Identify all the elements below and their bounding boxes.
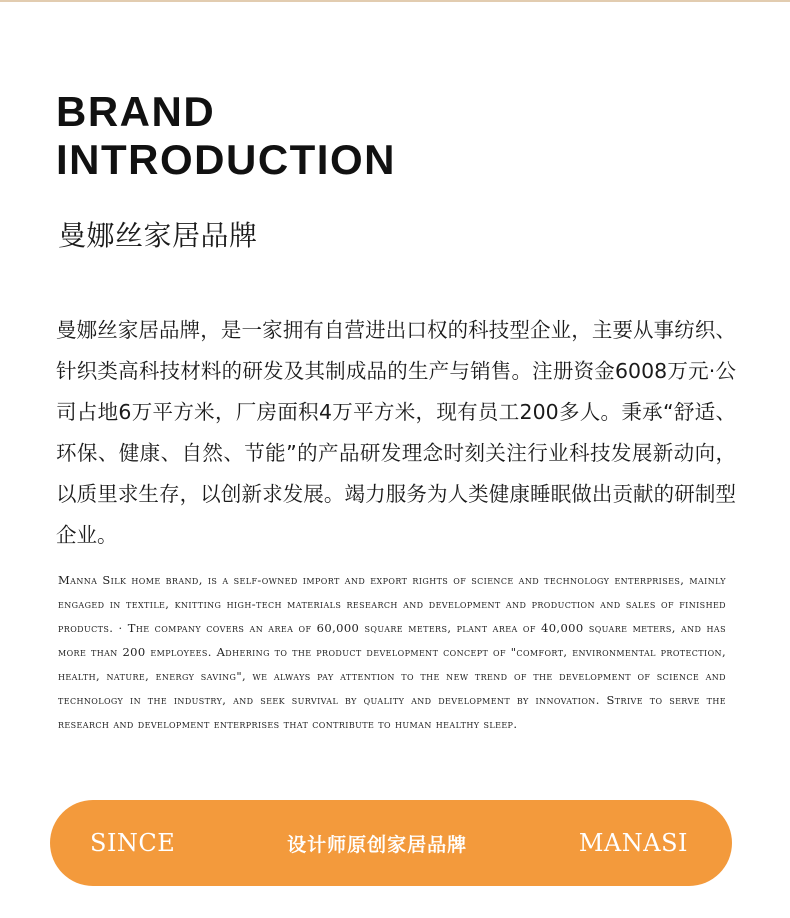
title-line-2: INTRODUCTION: [56, 136, 396, 183]
brand-subtitle: 曼娜丝家居品牌: [58, 219, 258, 252]
banner-slogan-text: 设计师原创家居品牌: [287, 833, 468, 856]
title-line-1: BRAND: [56, 88, 216, 135]
page-title: [56, 88, 396, 184]
top-divider: [0, 0, 790, 2]
intro-chinese-paragraph: 曼娜丝家居品牌，是一家拥有自营进出口权的科技型企业，主要从事纺织、针织类高科技材料的研发及其制成品的生产与销售。注册资金6008万元·公司占地6万平方米，厂房面积4万平方米，现有员工200多人。秉承“舒适、环保、健康、自然、节能”的产品研发理念时刻关注行业科技发展新动向，以质里求生存，以创新求发展。竭力服务为人类健康睡眠做出贡献的研制型企业。: [56, 318, 736, 547]
brand-banner: [50, 800, 732, 886]
intro-english-paragraph: Manna Silk home brand, is a self-owned import and export rights of science and technology enterprises, mainly engaged in textile, knitting high-tech materials research and development and production and sales of finished products. · The company covers an area of 60,000 square meters, plant area of 40,000 square meters, and has more than 200 employees. Adhering to the product development concept of "comfort, environmental protection, health, nature, energy saving", we always pay attention to the new trend of the development of science and technology in the industry, and seek survival by quality and development by innovation. Strive to serve the research and development enterprises that contribute to human healthy sleep.: [58, 573, 726, 731]
banner-since-text: SINCE: [90, 829, 176, 857]
banner-brand-text: MANASI: [578, 829, 688, 857]
